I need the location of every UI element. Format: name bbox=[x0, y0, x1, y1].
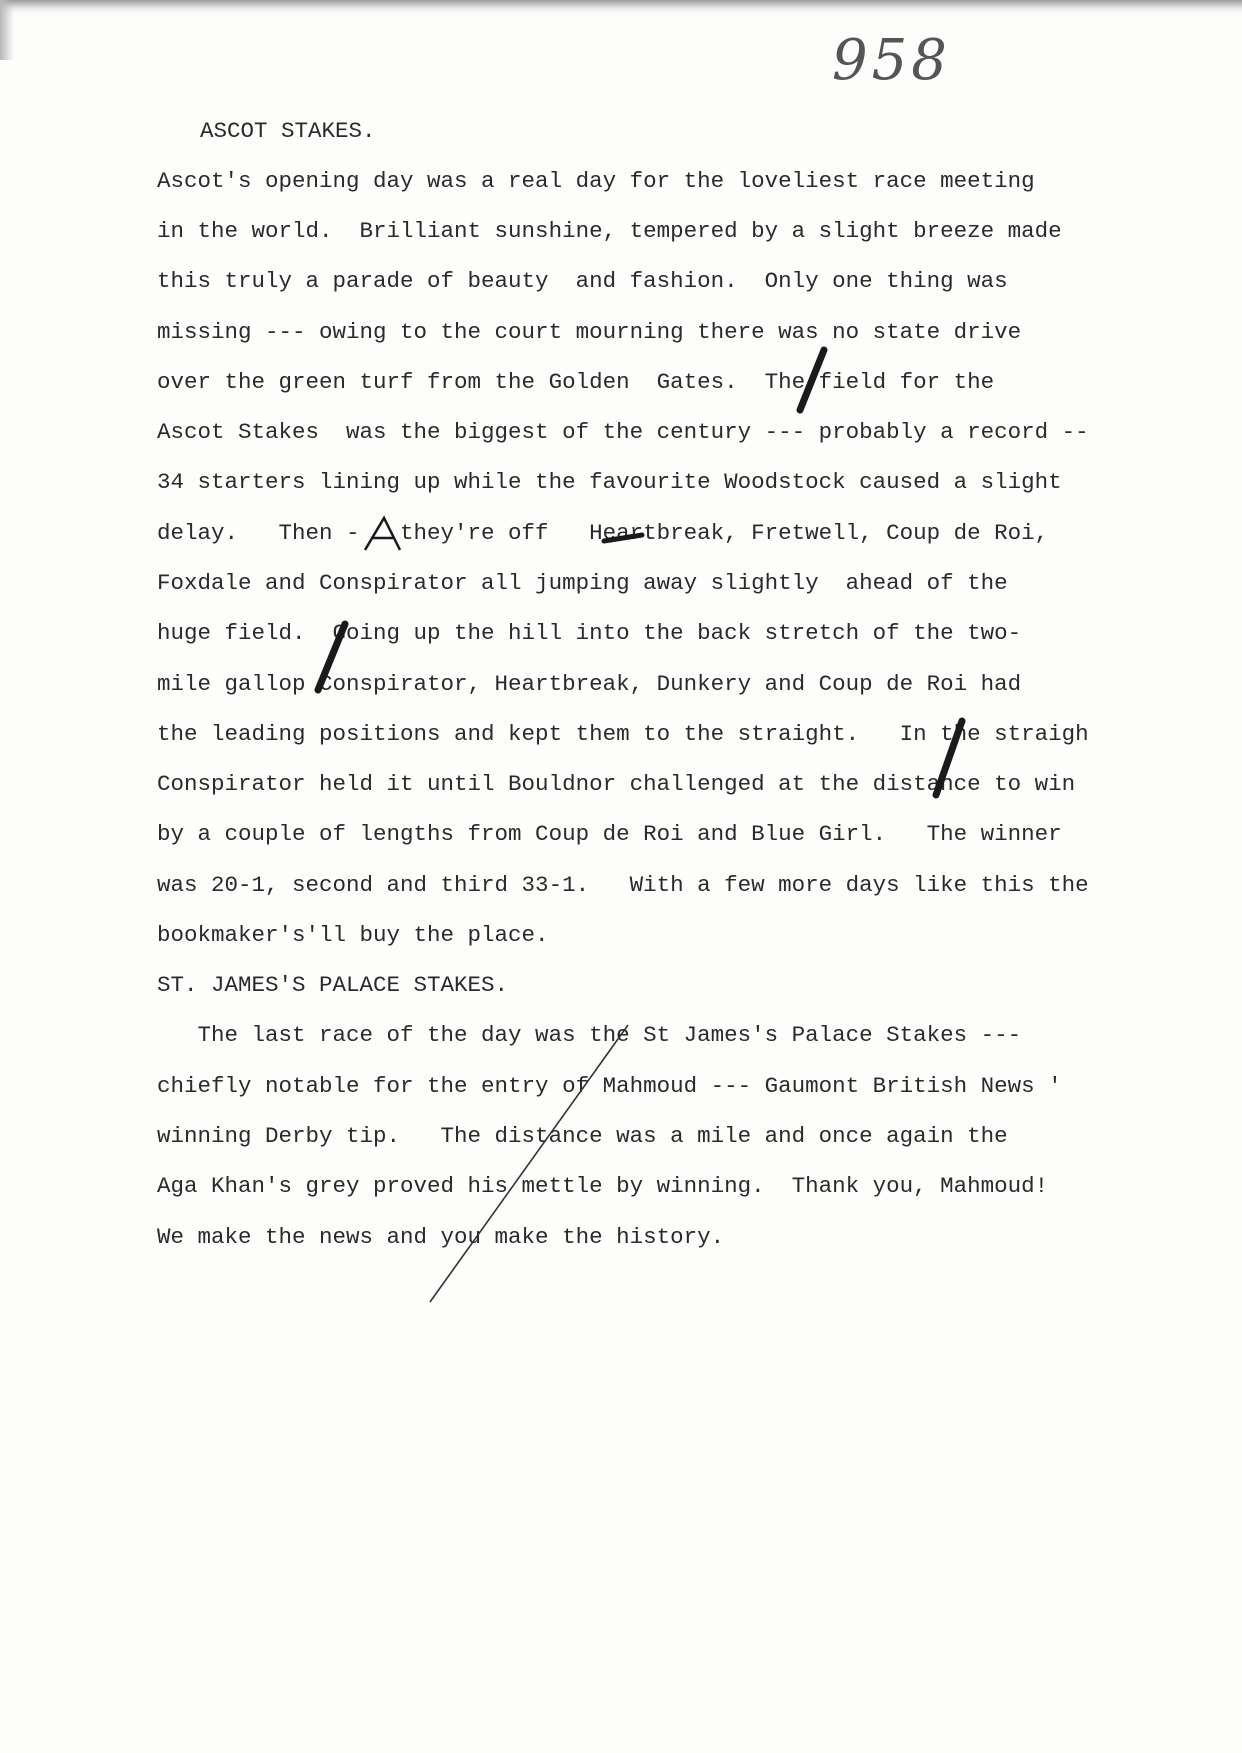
text-line: Foxdale and Conspirator all jumping away slightly ahead of the bbox=[157, 570, 1008, 596]
text-line: 34 starters lining up while the favourite Woodstock caused a slight bbox=[157, 469, 1062, 495]
text-line: in the world. Brilliant sunshine, tempered by a slight breeze made bbox=[157, 218, 1062, 244]
text-line: We make the news and you make the history. bbox=[157, 1224, 725, 1250]
text-line: delay. Then - they're off Heartbreak, Fretwell, Coup de Roi, bbox=[157, 520, 1049, 546]
edit-dash-mark bbox=[604, 535, 642, 541]
text-line: bookmaker's'll buy the place. bbox=[157, 922, 549, 948]
text-line: mile gallop Conspirator, Heartbreak, Dunkery and Coup de Roi had bbox=[157, 671, 1022, 697]
text-line: Ascot Stakes was the biggest of the century --- probably a record -- bbox=[157, 419, 1089, 445]
text-line: was 20-1, second and third 33-1. With a few more days like this the bbox=[157, 872, 1089, 898]
edit-insert-mark bbox=[365, 518, 400, 550]
text-line: missing --- owing to the court mourning there was no state drive bbox=[157, 319, 1022, 345]
edit-slash-mark bbox=[318, 624, 345, 690]
edit-slash-mark bbox=[936, 721, 962, 795]
text-line: The last race of the day was the St James's Palace Stakes --- bbox=[157, 1022, 1022, 1048]
text-line: Aga Khan's grey proved his mettle by winning. Thank you, Mahmoud! bbox=[157, 1173, 1049, 1199]
text-line: chiefly notable for the entry of Mahmoud --- Gaumont British News ' bbox=[157, 1073, 1062, 1099]
edit-diagonal-line bbox=[430, 1025, 628, 1302]
text-line: over the green turf from the Golden Gates. The field for the bbox=[157, 369, 995, 395]
text-line: this truly a parade of beauty and fashion. Only one thing was bbox=[157, 268, 1008, 294]
text-line: huge field. Going up the hill into the back stretch of the two- bbox=[157, 620, 1022, 646]
text-line: Conspirator held it until Bouldnor challenged at the distance to win bbox=[157, 771, 1076, 797]
handwritten-page-number: 958 bbox=[832, 28, 951, 93]
text-line: Ascot's opening day was a real day for the loveliest race meeting bbox=[157, 168, 1035, 194]
heading-ascot-stakes: ASCOT STAKES. bbox=[200, 118, 376, 144]
text-line: by a couple of lengths from Coup de Roi and Blue Girl. The winner bbox=[157, 821, 1062, 847]
text-line: the leading positions and kept them to the straight. In the straigh bbox=[157, 721, 1089, 747]
edit-slash-mark bbox=[800, 350, 824, 410]
text-line: winning Derby tip. The distance was a mile and once again the bbox=[157, 1123, 1008, 1149]
heading-st-jamess-palace-stakes: ST. JAMES'S PALACE STAKES. bbox=[157, 972, 509, 998]
